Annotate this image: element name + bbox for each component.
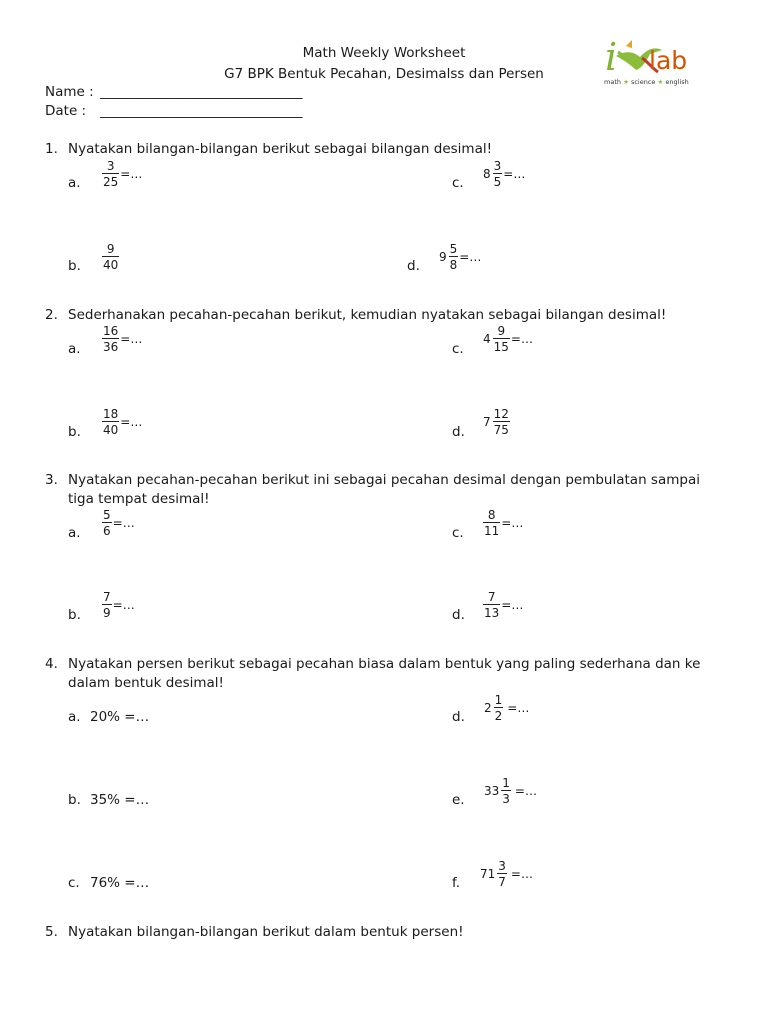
numerator: 5 — [103, 508, 111, 522]
fraction — [483, 591, 523, 619]
item-label: d. — [452, 424, 465, 440]
worksheet-subtitle: G7 BPK Bentuk Pecahan, Desimalss dan Persen — [224, 66, 544, 82]
item-label: d. — [452, 709, 465, 725]
fraction — [483, 160, 525, 188]
numerator: 9 — [106, 242, 115, 256]
denominator: 36 — [103, 340, 119, 354]
fraction — [484, 777, 537, 805]
denominator: 25 — [103, 175, 119, 189]
fraction — [484, 694, 529, 722]
name-label: Name : — [45, 84, 94, 100]
denominator: 40 — [103, 258, 119, 272]
equals-blank: =… — [120, 332, 143, 346]
item-label: d. — [407, 258, 420, 274]
equals-blank: =… — [510, 867, 533, 881]
numerator: 16 — [103, 324, 119, 338]
equals-blank: =… — [503, 167, 526, 181]
denominator: 75 — [493, 423, 509, 437]
question-number: 2. — [45, 307, 58, 323]
equals-blank: =… — [501, 598, 524, 612]
question-number: 4. — [45, 656, 58, 672]
item-label: b. — [68, 258, 81, 274]
denominator: 3 — [502, 792, 510, 806]
numerator: 12 — [493, 407, 509, 421]
item-label: b. — [68, 424, 81, 440]
question-text-line2: dalam bentuk desimal! — [68, 675, 224, 691]
question-text: Sederhanakan pecahan-pecahan berikut, kemudian nyatakan sebagai bilangan desimal! — [68, 307, 667, 323]
item-label: e. — [452, 792, 465, 808]
logo-word-lab: lab — [649, 46, 688, 75]
item-label: c. — [452, 525, 464, 541]
question-text-line2: tiga tempat desimal! — [68, 491, 210, 507]
question-text: Nyatakan bilangan-bilangan berikut dalam bentuk persen! — [68, 924, 464, 940]
logo-tagline: math ★ science ★ english — [604, 78, 689, 86]
numerator: 1 — [494, 693, 503, 707]
whole-number: 33 — [484, 784, 500, 798]
denominator: 40 — [103, 423, 119, 437]
fraction — [102, 408, 142, 436]
numerator: 1 — [502, 776, 510, 790]
denominator: 5 — [493, 175, 502, 189]
fraction — [102, 160, 142, 188]
fraction — [102, 243, 119, 271]
denominator: 15 — [493, 340, 509, 354]
equals-blank: =… — [120, 167, 143, 181]
denominator: 9 — [103, 606, 111, 620]
fraction — [480, 860, 533, 888]
ilab-logo — [602, 36, 712, 88]
numerator: 3 — [493, 159, 502, 173]
numerator: 18 — [103, 407, 119, 421]
question-number: 5. — [45, 924, 58, 940]
percent-expression: 76% =… — [90, 875, 150, 891]
fraction — [439, 243, 481, 271]
item-label: c. — [452, 341, 464, 357]
whole-number: 2 — [484, 701, 492, 715]
equals-blank: =… — [120, 415, 143, 429]
worksheet-title: Math Weekly Worksheet — [302, 45, 466, 61]
name-blank: ______________________________ — [100, 84, 303, 100]
item-label: f. — [452, 875, 461, 891]
whole-number: 71 — [480, 867, 496, 881]
fraction — [483, 408, 510, 436]
tagline-english: english — [665, 78, 689, 86]
equals-blank: =… — [459, 250, 482, 264]
fraction — [102, 509, 135, 537]
item-label: c. — [68, 875, 80, 891]
equals-blank: =… — [112, 516, 135, 530]
equals-blank: =… — [510, 332, 533, 346]
date-label: Date : — [45, 103, 87, 119]
percent-expression: 35% =… — [90, 792, 150, 808]
logo-letter-i: i — [605, 35, 618, 79]
numerator: 5 — [449, 242, 458, 256]
item-label: b. — [68, 792, 81, 808]
whole-number: 7 — [483, 415, 491, 429]
denominator: 11 — [484, 524, 500, 538]
numerator: 7 — [103, 590, 111, 604]
equals-blank: =… — [501, 516, 524, 530]
item-label: a. — [68, 175, 81, 191]
numerator: 7 — [487, 590, 496, 604]
question-text-line1: Nyatakan pecahan-pecahan berikut ini sebagai pecahan desimal dengan pembulatan sampai — [68, 472, 700, 488]
fraction — [483, 325, 533, 353]
fraction — [102, 325, 142, 353]
tagline-science: science — [630, 78, 656, 86]
denominator: 6 — [103, 524, 111, 538]
question-text: Nyatakan bilangan-bilangan berikut sebagai bilangan desimal! — [68, 141, 493, 157]
equals-blank: =… — [514, 784, 537, 798]
whole-number: 4 — [483, 332, 491, 346]
tagline-math: math — [604, 78, 621, 86]
denominator: 13 — [484, 606, 500, 620]
item-label: c. — [452, 175, 464, 191]
numerator: 3 — [498, 859, 506, 873]
fraction — [102, 591, 135, 619]
denominator: 2 — [494, 709, 503, 723]
item-label: a. — [68, 709, 81, 725]
denominator: 7 — [498, 875, 506, 889]
item-label: d. — [452, 607, 465, 623]
fraction — [483, 509, 523, 537]
date-blank: ______________________________ — [100, 103, 303, 119]
item-label: a. — [68, 525, 81, 541]
numerator: 3 — [106, 159, 115, 173]
item-label: a. — [68, 341, 81, 357]
question-text-line1: Nyatakan persen berikut sebagai pecahan biasa dalam bentuk yang paling sederhana dan ke — [68, 656, 701, 672]
numerator: 8 — [487, 508, 496, 522]
equals-blank: =… — [507, 701, 530, 715]
denominator: 8 — [449, 258, 458, 272]
whole-number: 8 — [483, 167, 491, 181]
item-label: b. — [68, 607, 81, 623]
whole-number: 9 — [439, 250, 447, 264]
question-number: 1. — [45, 141, 58, 157]
equals-blank: =… — [112, 598, 135, 612]
numerator: 9 — [497, 324, 506, 338]
question-number: 3. — [45, 472, 58, 488]
percent-expression: 20% =… — [90, 709, 150, 725]
